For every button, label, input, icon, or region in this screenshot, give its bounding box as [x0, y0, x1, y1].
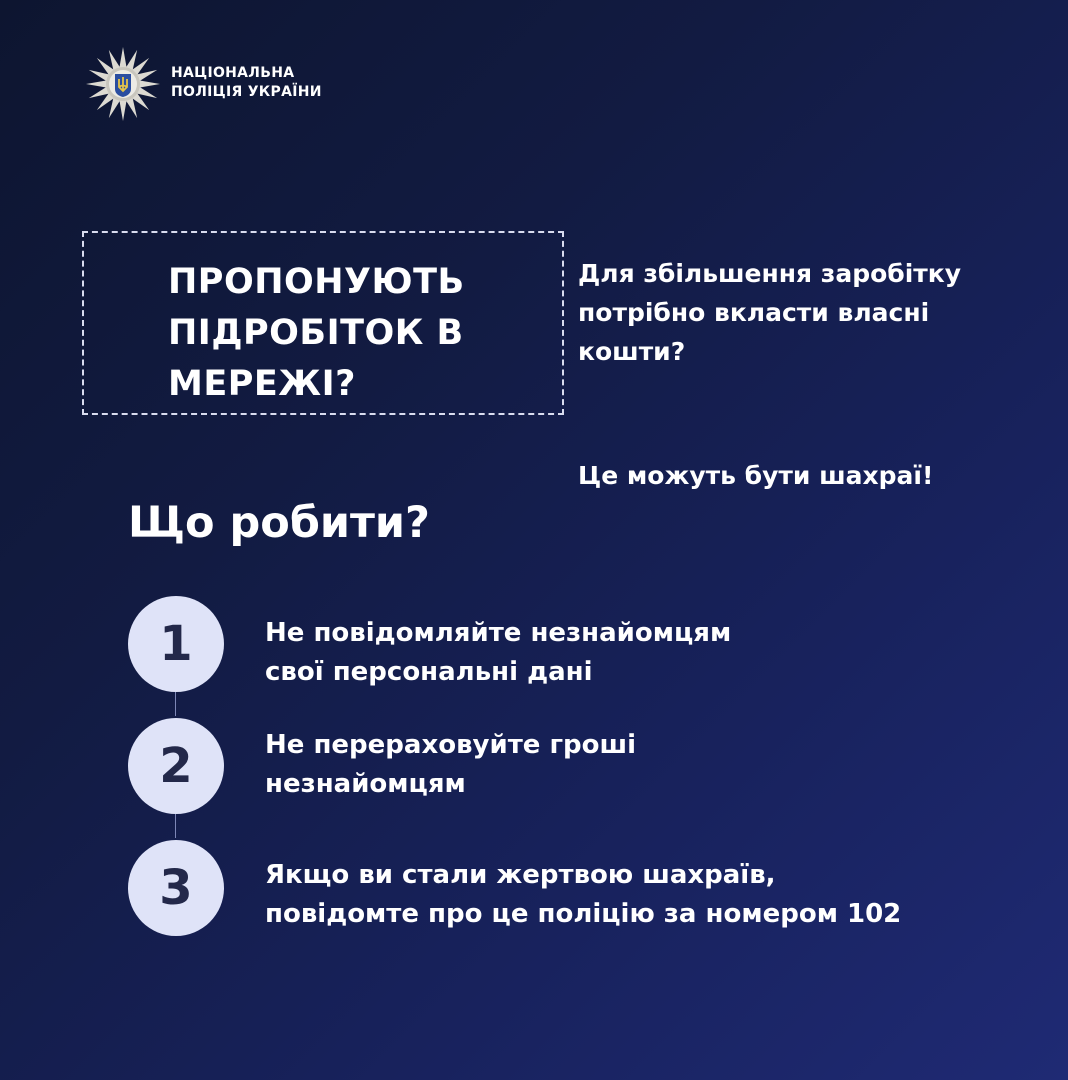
- step-3-line-1: Якщо ви стали жертвою шахраїв,: [265, 860, 776, 890]
- step-number-badge: 3: [128, 840, 224, 936]
- question-line-1: ПРОПОНУЮТЬ: [168, 262, 465, 302]
- step-3-line-2: повідомте про це поліцію за номером 102: [265, 899, 902, 929]
- step-number-badge: 1: [128, 596, 224, 692]
- step-2-line-2: незнайомцям: [265, 769, 466, 799]
- step-2-line-1: Не перераховуйте гроші: [265, 730, 637, 760]
- step-text: [265, 726, 1055, 804]
- step-text: [265, 614, 1055, 692]
- step-1-line-2: свої персональні дані: [265, 657, 593, 687]
- question-title: [168, 257, 548, 410]
- brand-line-2: ПОЛІЦІЯ УКРАЇНИ: [171, 84, 322, 100]
- side-note-line-3: кошти?: [578, 337, 686, 366]
- question-line-3: МЕРЕЖІ?: [168, 364, 356, 404]
- police-star-emblem-icon: [86, 47, 160, 121]
- step-text: [265, 856, 1055, 934]
- step-connector: [175, 812, 176, 838]
- side-note-line-1: Для збільшення заробітку: [578, 259, 962, 288]
- what-to-do-heading: Що робити?: [128, 498, 430, 548]
- brand-line-1: НАЦІОНАЛЬНА: [171, 65, 295, 81]
- question-line-2: ПІДРОБІТОК В: [168, 313, 464, 353]
- step-connector: [175, 690, 176, 716]
- side-note: [578, 254, 1063, 371]
- brand-name: [171, 64, 322, 102]
- step-1-line-1: Не повідомляйте незнайомцям: [265, 618, 732, 648]
- warning-text: Це можуть бути шахраї!: [578, 461, 934, 490]
- side-note-line-2: потрібно вкласти власні: [578, 298, 930, 327]
- step-number-badge: 2: [128, 718, 224, 814]
